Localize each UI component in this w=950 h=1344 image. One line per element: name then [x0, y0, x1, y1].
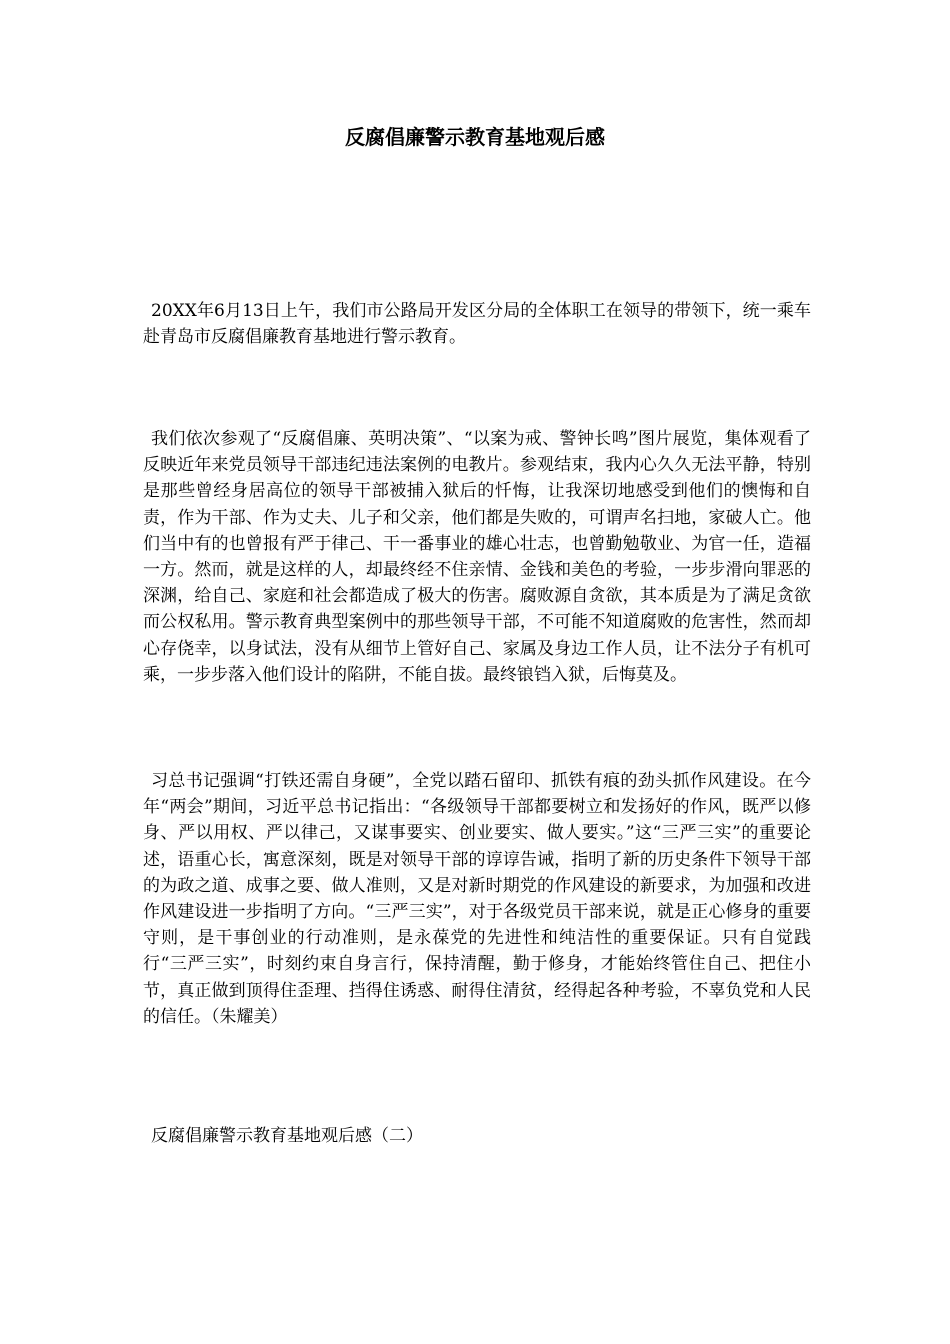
document-title: 反腐倡廉警示教育基地观后感 [345, 125, 605, 149]
paragraph-2: 我们依次参观了“反腐倡廉、英明决策”、“以案为戒、警钟长鸣”图片展览，集体观看了反映近年来党员领导干部违纪违法案例的电教片。参观结束，我内心久久无法平静，特别是那些曾经身居高位的领导干部被捕入狱后的忏悔，让我深切地感受到他们的懊悔和自责，作为干部、作为丈夫、儿子和父亲，他们都是失败的，可谓声名扫地，家破人亡。他们当中有的也曾报有严于律己、干一番事业的雄心壮志，也曾勤勉敬业、为官一任，造福一方。然而，就是这样的人，却最终经不住亲情、金钱和美色的考验，一步步滑向罪恶的深渊，给自己、家庭和社会都造成了极大的伤害。腐败源自贪欲，其本质是为了满足贪欲而公权私用。警示教育典型案例中的那些领导干部，不可能不知道腐败的危害性，然而却心存侥幸，以身试法，没有从细节上管好自己、家属及身边工作人员，让不法分子有机可乘，一步步落入他们设计的陷阱，不能自拔。最终锒铛入狱，后悔莫及。 [143, 429, 811, 685]
paragraph-3: 习总书记强调“打铁还需自身硬”，全党以踏石留印、抓铁有痕的劲头抓作风建设。在今年“两会”期间，习近平总书记指出：“各级领导干部都要树立和发扬好的作风，既严以修身、严以用权、严以律己，又谋事要实、创业要实、做人要实。”这“三严三实”的重要论述，语重心长，寓意深刻，既是对领导干部的谆谆告诫，指明了新的历史条件下领导干部的为政之道、成事之要、做人准则，又是对新时期党的作风建设的新要求，为加强和改进作风建设进一步指明了方向。“三严三实”，对于各级党员干部来说，就是正心修身的重要守则，是干事创业的行动准则，是永葆党的先进性和纯洁性的重要保证。只有自觉践行“三严三实”，时刻约束自身言行，保持清醒，勤于修身，才能始终管住自己、把住小节，真正做到顶得住歪理、挡得住诱惑、耐得住清贫，经得起各种考验，不辜负党和人民的信任。（朱耀美） [143, 771, 811, 1027]
paragraph-1: 20XX年6月13日上午，我们市公路局开发区分局的全体职工在领导的带领下，统一乘车赴青岛市反腐倡廉教育基地进行警示教育。 [143, 301, 811, 348]
section-subtitle: 反腐倡廉警示教育基地观后感（二） [151, 1126, 423, 1146]
